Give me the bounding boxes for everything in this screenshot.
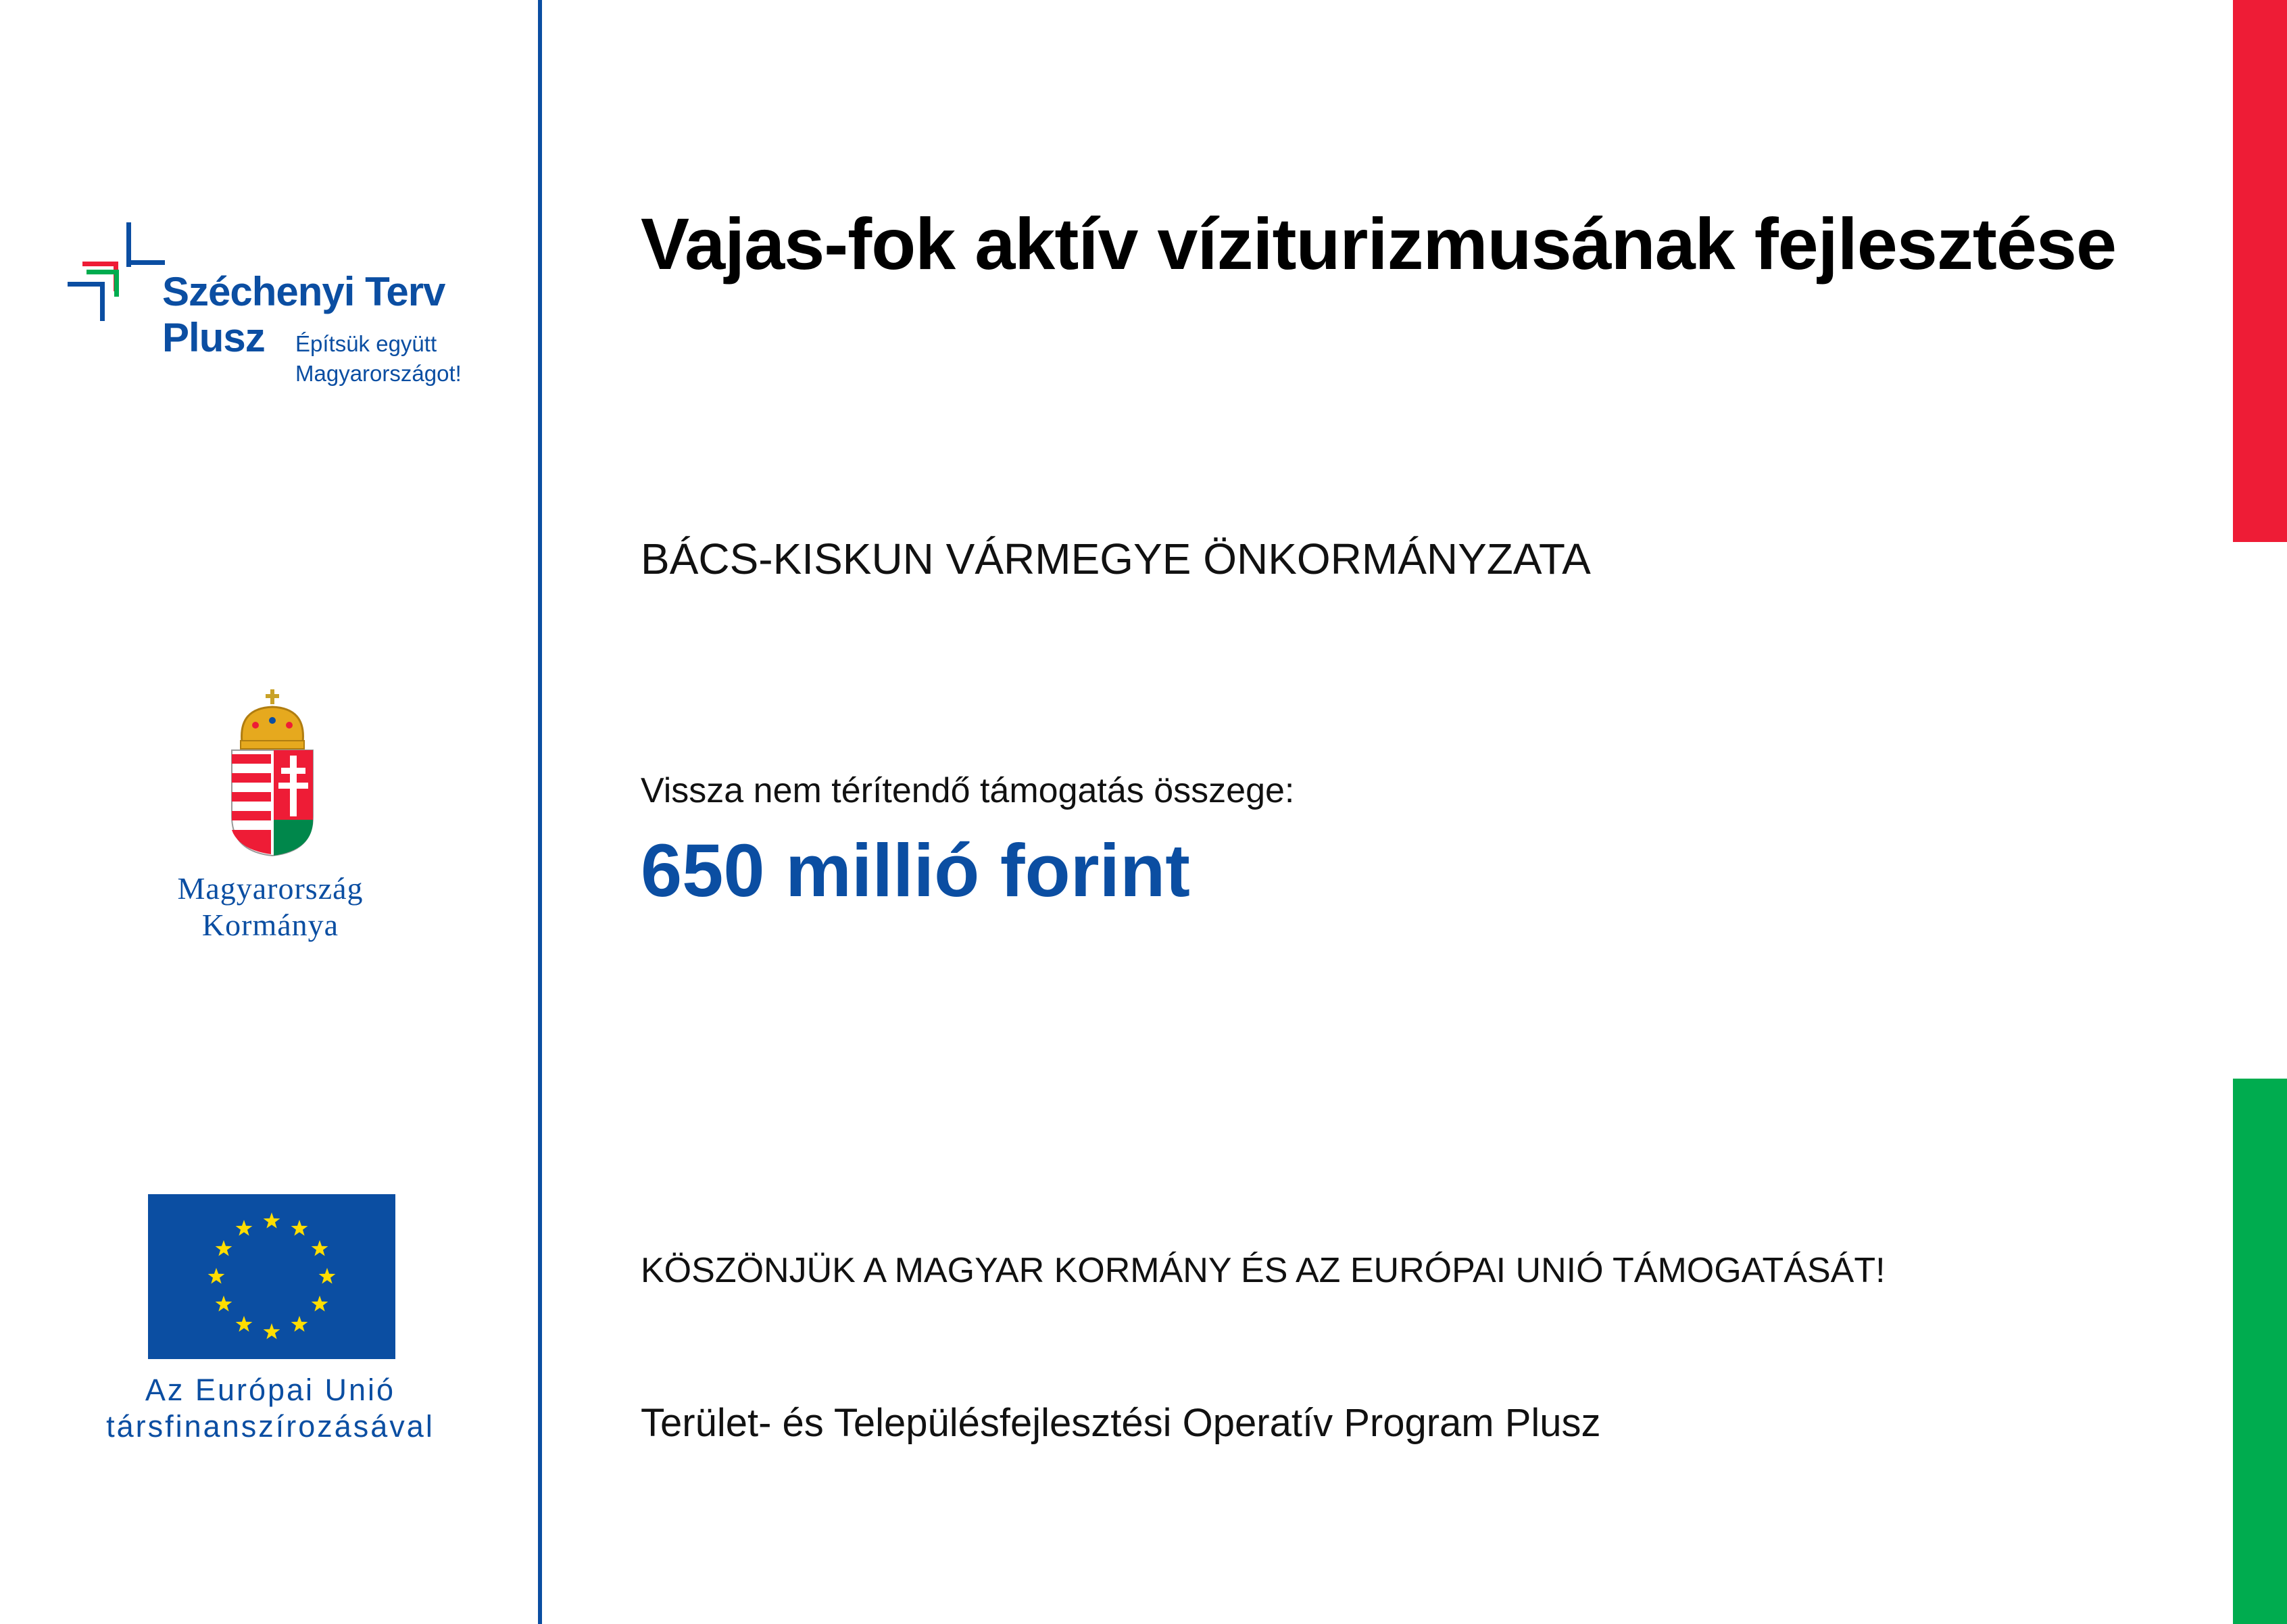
szechenyi-cross-icon — [68, 220, 169, 321]
eu-flag-icon — [148, 1194, 395, 1359]
eu-cofinancing-text — [68, 1372, 473, 1445]
government-name-line1: Magyarország — [177, 871, 364, 906]
szechenyi-logo-slogan — [295, 329, 462, 389]
logo-sidebar — [0, 0, 539, 1624]
flag-stripe-green — [2233, 1079, 2287, 1624]
project-info — [641, 0, 2195, 1624]
grant-amount-value: 650 millió forint — [641, 829, 1190, 912]
flag-stripe-red — [2233, 0, 2287, 542]
szechenyi-slogan-line2: Magyarországot! — [295, 361, 462, 386]
government-logo-text — [68, 870, 473, 943]
grant-amount-label: Vissza nem térítendő támogatás összege: — [641, 771, 1295, 810]
beneficiary-name: BÁCS-KISKUN VÁRMEGYE ÖNKORMÁNYZATA — [641, 535, 1591, 583]
eu-caption-line1: Az Európai Unió — [145, 1373, 396, 1407]
vertical-divider — [538, 0, 542, 1624]
szechenyi-logo-subtitle: Plusz — [162, 315, 265, 360]
szechenyi-logo-title: Széchenyi Terv — [162, 269, 445, 314]
thanks-statement: KÖSZÖNJÜK A MAGYAR KORMÁNY ÉS AZ EURÓPAI UNIÓ TÁMOGATÁSÁT! — [641, 1251, 1886, 1290]
szechenyi-slogan-line1: Építsük együtt — [295, 331, 437, 356]
eu-caption-line2: társfinanszírozásával — [106, 1409, 435, 1444]
government-name-line2: Kormánya — [201, 908, 339, 942]
project-title: Vajas-fok aktív víziturizmusának fejlesztése — [641, 203, 2117, 285]
szechenyi-terv-plusz-logo — [68, 220, 500, 395]
program-name: Terület- és Településfejlesztési Operatív Program Plusz — [641, 1401, 1601, 1445]
hungarian-coat-of-arms-icon — [228, 688, 316, 857]
